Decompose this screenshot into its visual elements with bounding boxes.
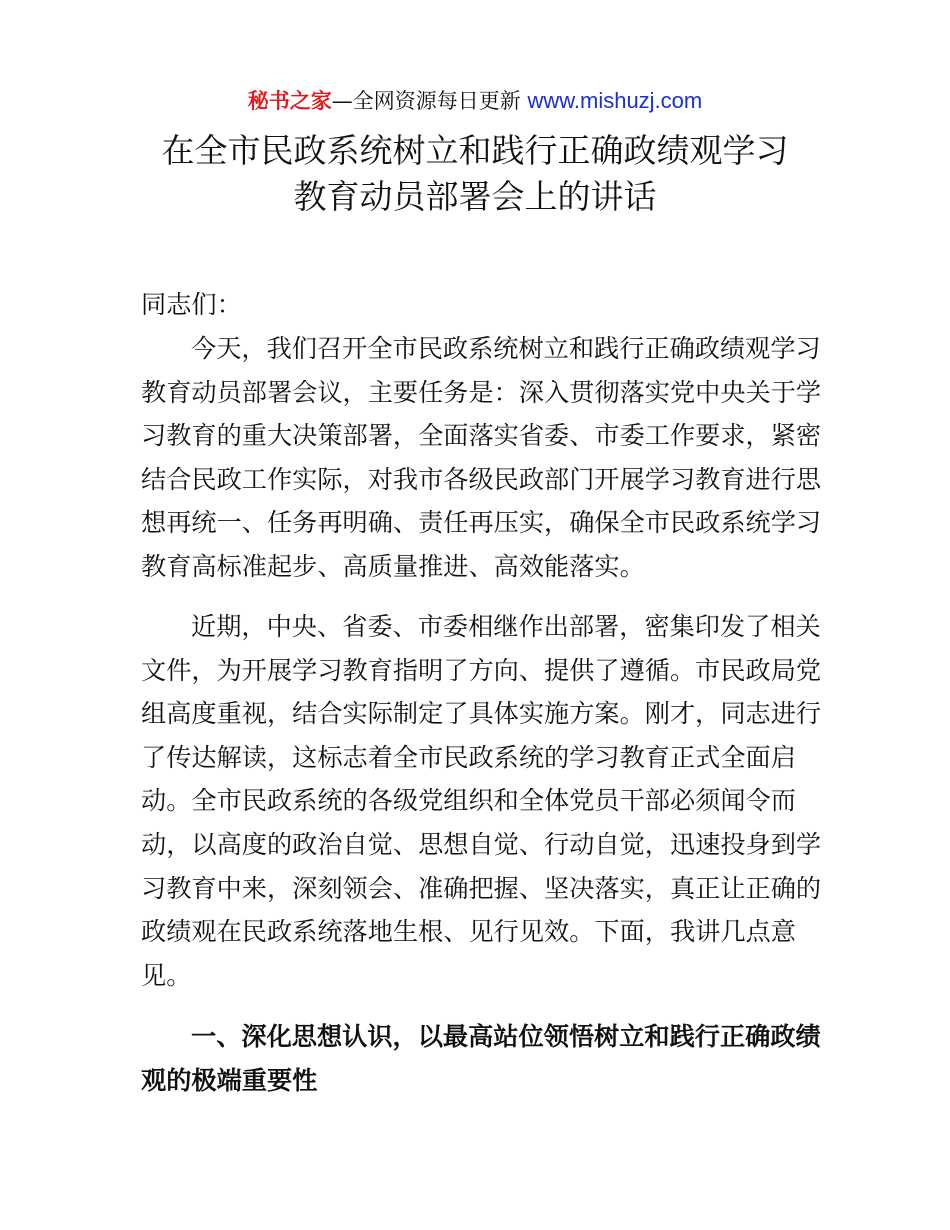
paragraph-line: 想再统一、任务再明确、责任再压实，确保全市民政系统学习 (141, 508, 822, 538)
salutation: 同志们： (141, 290, 242, 319)
paragraph-line: 习教育的重大决策部署，全面落实省委、市委工作要求，紧密 (141, 421, 822, 451)
section-heading-1 (141, 1015, 821, 1102)
paragraph-line: 组高度重视，结合实际制定了具体实施方案。刚才，同志进行 (141, 699, 822, 729)
paragraph-line: 今天，我们召开全市民政系统树立和践行正确政绩观学习 (191, 334, 821, 363)
section-heading-line: 观的极端重要性 (141, 1065, 318, 1095)
section-heading-line: 一、深化思想认识，以最高站位领悟树立和践行正确政绩 (191, 1022, 821, 1051)
paragraph-line: 见。 (141, 960, 192, 990)
paragraph-line: 结合民政工作实际，对我市各级民政部门开展学习教育进行思 (141, 464, 822, 494)
paragraph-line: 政绩观在民政系统落地生根、见行见效。下面，我讲几点意 (141, 917, 796, 947)
paragraph-1 (141, 327, 822, 589)
paragraph-line: 了传达解读，这标志着全市民政系统的学习教育正式全面启 (141, 742, 796, 772)
paragraph-line: 近期，中央、省委、市委相继作出部署，密集印发了相关 (191, 612, 821, 641)
brand-name: 秘书之家 (247, 89, 332, 113)
paragraph-line: 动。全市民政系统的各级党组织和全体党员干部必须闻令而 (141, 786, 796, 816)
paragraph-line: 教育动员部署会议，主要任务是：深入贯彻落实党中央关于学 (141, 377, 822, 407)
site-url-link[interactable]: www.mishuzj.com (527, 88, 703, 113)
paragraph-line: 文件，为开展学习教育指明了方向、提供了遵循。市民政局党 (141, 655, 822, 685)
paragraph-2 (141, 605, 822, 997)
paragraph-line: 动，以高度的政治自觉、思想自觉、行动自觉，迅速投身到学 (141, 829, 822, 859)
header-tagline: —全网资源每日更新 (331, 89, 528, 113)
title-line-1: 在全市民政系统树立和践行正确政绩观学习 (161, 131, 789, 170)
source-header (0, 86, 950, 116)
title-line-2: 教育动员部署会上的讲话 (293, 177, 657, 216)
document-title (60, 128, 890, 220)
paragraph-line: 教育高标准起步、高质量推进、高效能落实。 (141, 551, 645, 581)
paragraph-line: 习教育中来，深刻领会、准确把握、坚决落实，真正让正确的 (141, 873, 822, 903)
